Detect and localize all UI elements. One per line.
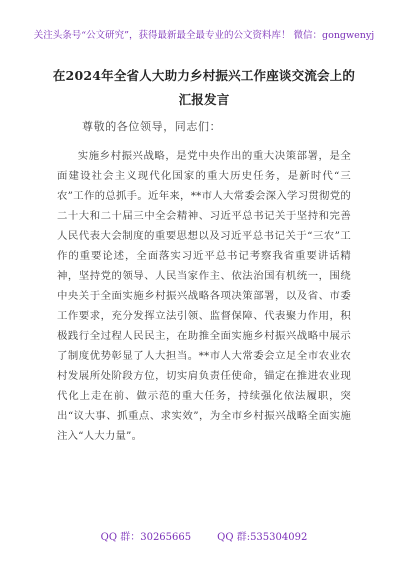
footer-qq-group-1: QQ 群：30265665	[100, 532, 192, 543]
footer-qq-group-2: QQ 群:535304092	[217, 532, 308, 543]
body-paragraph: 实施乡村振兴战略，是党中央作出的重大决策部署，是全面建设社会主义现代化国家的重大历史任务，是新时代“三农”工作的总抓手。近年来，**市人大常委会深入学习贯彻党的二十大和二十届三中全会精神、习近平总书记关于坚持和完善人民代表大会制度的重要思想以及习近平总书记关于“三农”工作的重要论述，全面落实习近平总书记考察我省重要讲话精神，坚持党的领导、人民当家作主、依法治国有机统一，围绕中央关于全面实施乡村振兴战略各项决策部署，以及省、市委工作要求，充分发挥立法引领、监督保障、代表聚力作用，积极践行全过程人民民主，在助推全面实施乡村振兴战略中展示了制度优势彰显了人大担当。**市人大常委会立足全市农业农村发展所处阶段方位，切实肩负责任使命，锚定在推进农业现代化上走在前、做示范的重大任务，持续强化依法履职，突出“议大事、抓重点、求实效”，为全市乡村振兴战略全面实施注入“人大力量”。	[57, 150, 351, 442]
document-title: 在2024年全省人大助力乡村振兴工作座谈交流会上的汇报发言	[52, 68, 356, 107]
footer-contacts	[0, 532, 408, 544]
promo-banner: 关注头条号“公文研究”，获得最新最全最专业的公文资料库！ 微信：gongwenyj	[33, 30, 375, 41]
salutation: 尊敬的各位领导，同志们：	[82, 120, 222, 133]
